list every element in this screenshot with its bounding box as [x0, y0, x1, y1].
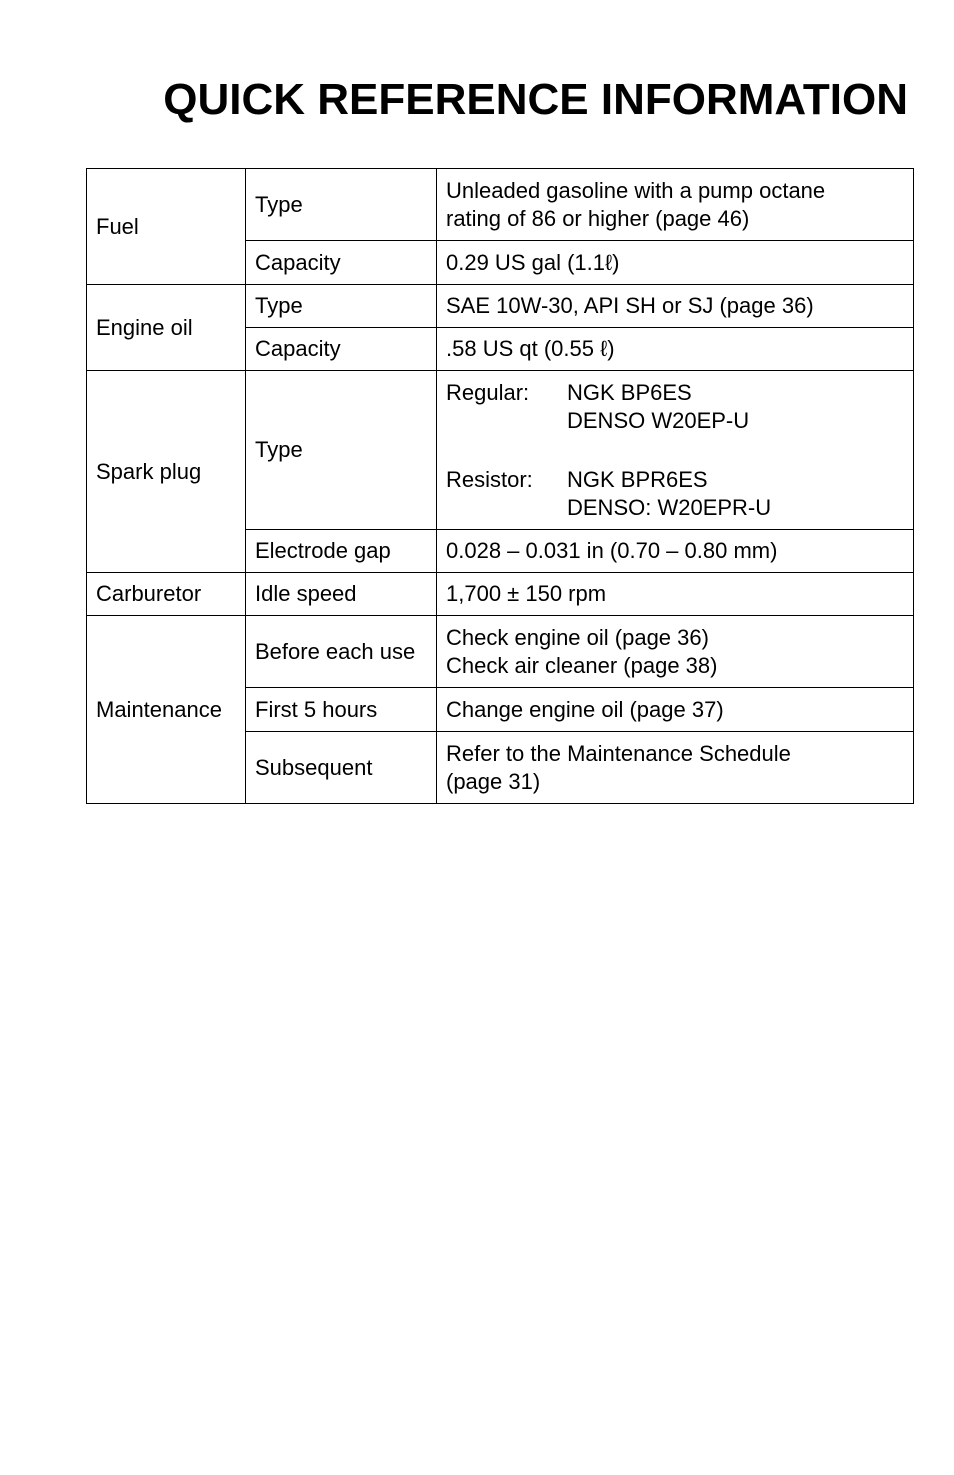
table-row [87, 285, 914, 328]
quick-reference-table [86, 168, 914, 804]
table-row [87, 573, 914, 616]
maintenance-first-label: First 5 hours [246, 688, 437, 732]
maintenance-before-label: Before each use [246, 616, 437, 688]
maintenance-label: Maintenance [87, 616, 246, 804]
engine-oil-type-value: SAE 10W-30, API SH or SJ (page 36) [437, 285, 914, 328]
maintenance-before-value [437, 616, 914, 688]
fuel-capacity-label: Capacity [246, 241, 437, 285]
page-title: QUICK REFERENCE INFORMATION [163, 75, 908, 124]
fuel-label: Fuel [87, 169, 246, 285]
table-row [87, 371, 914, 530]
spark-plug-type-value [437, 371, 914, 530]
spark-plug-gap-value: 0.028 – 0.031 in (0.70 – 0.80 mm) [437, 530, 914, 573]
maintenance-subsequent-label: Subsequent [246, 732, 437, 804]
table-row [87, 169, 914, 241]
table-row [87, 616, 914, 688]
carburetor-idle-label: Idle speed [246, 573, 437, 616]
spark-plug-resistor-2: DENSO: W20EPR-U [567, 494, 772, 520]
maintenance-subsequent-value [437, 732, 914, 804]
maintenance-before-value-line2: Check air cleaner (page 38) [446, 652, 718, 678]
carburetor-idle-value: 1,700 ± 150 rpm [437, 573, 914, 616]
engine-oil-type-label: Type [246, 285, 437, 328]
spark-plug-gap-label: Electrode gap [246, 530, 437, 573]
fuel-type-label: Type [246, 169, 437, 241]
spark-plug-resistor-label: Resistor: [446, 466, 533, 492]
fuel-type-value-line2: rating of 86 or higher (page 46) [446, 205, 750, 231]
maintenance-before-value-line1: Check engine oil (page 36) [446, 624, 709, 650]
spark-plug-resistor-1: NGK BPR6ES [567, 466, 708, 492]
maintenance-subsequent-value-line1: Refer to the Maintenance Schedule [446, 740, 791, 766]
maintenance-first-value: Change engine oil (page 37) [437, 688, 914, 732]
maintenance-subsequent-value-line2: (page 31) [446, 768, 541, 794]
fuel-capacity-value: 0.29 US gal (1.1ℓ) [437, 241, 914, 285]
spark-plug-regular-2: DENSO W20EP-U [567, 407, 750, 433]
spark-plug-label: Spark plug [87, 371, 246, 573]
spark-plug-regular-1: NGK BP6ES [567, 379, 692, 405]
carburetor-label: Carburetor [87, 573, 246, 616]
engine-oil-label: Engine oil [87, 285, 246, 371]
engine-oil-capacity-value: .58 US qt (0.55 ℓ) [437, 328, 914, 371]
spark-plug-regular-label: Regular: [446, 379, 530, 405]
fuel-type-value [437, 169, 914, 241]
fuel-type-value-line1: Unleaded gasoline with a pump octane [446, 177, 826, 203]
engine-oil-capacity-label: Capacity [246, 328, 437, 371]
spark-plug-type-label: Type [246, 371, 437, 530]
